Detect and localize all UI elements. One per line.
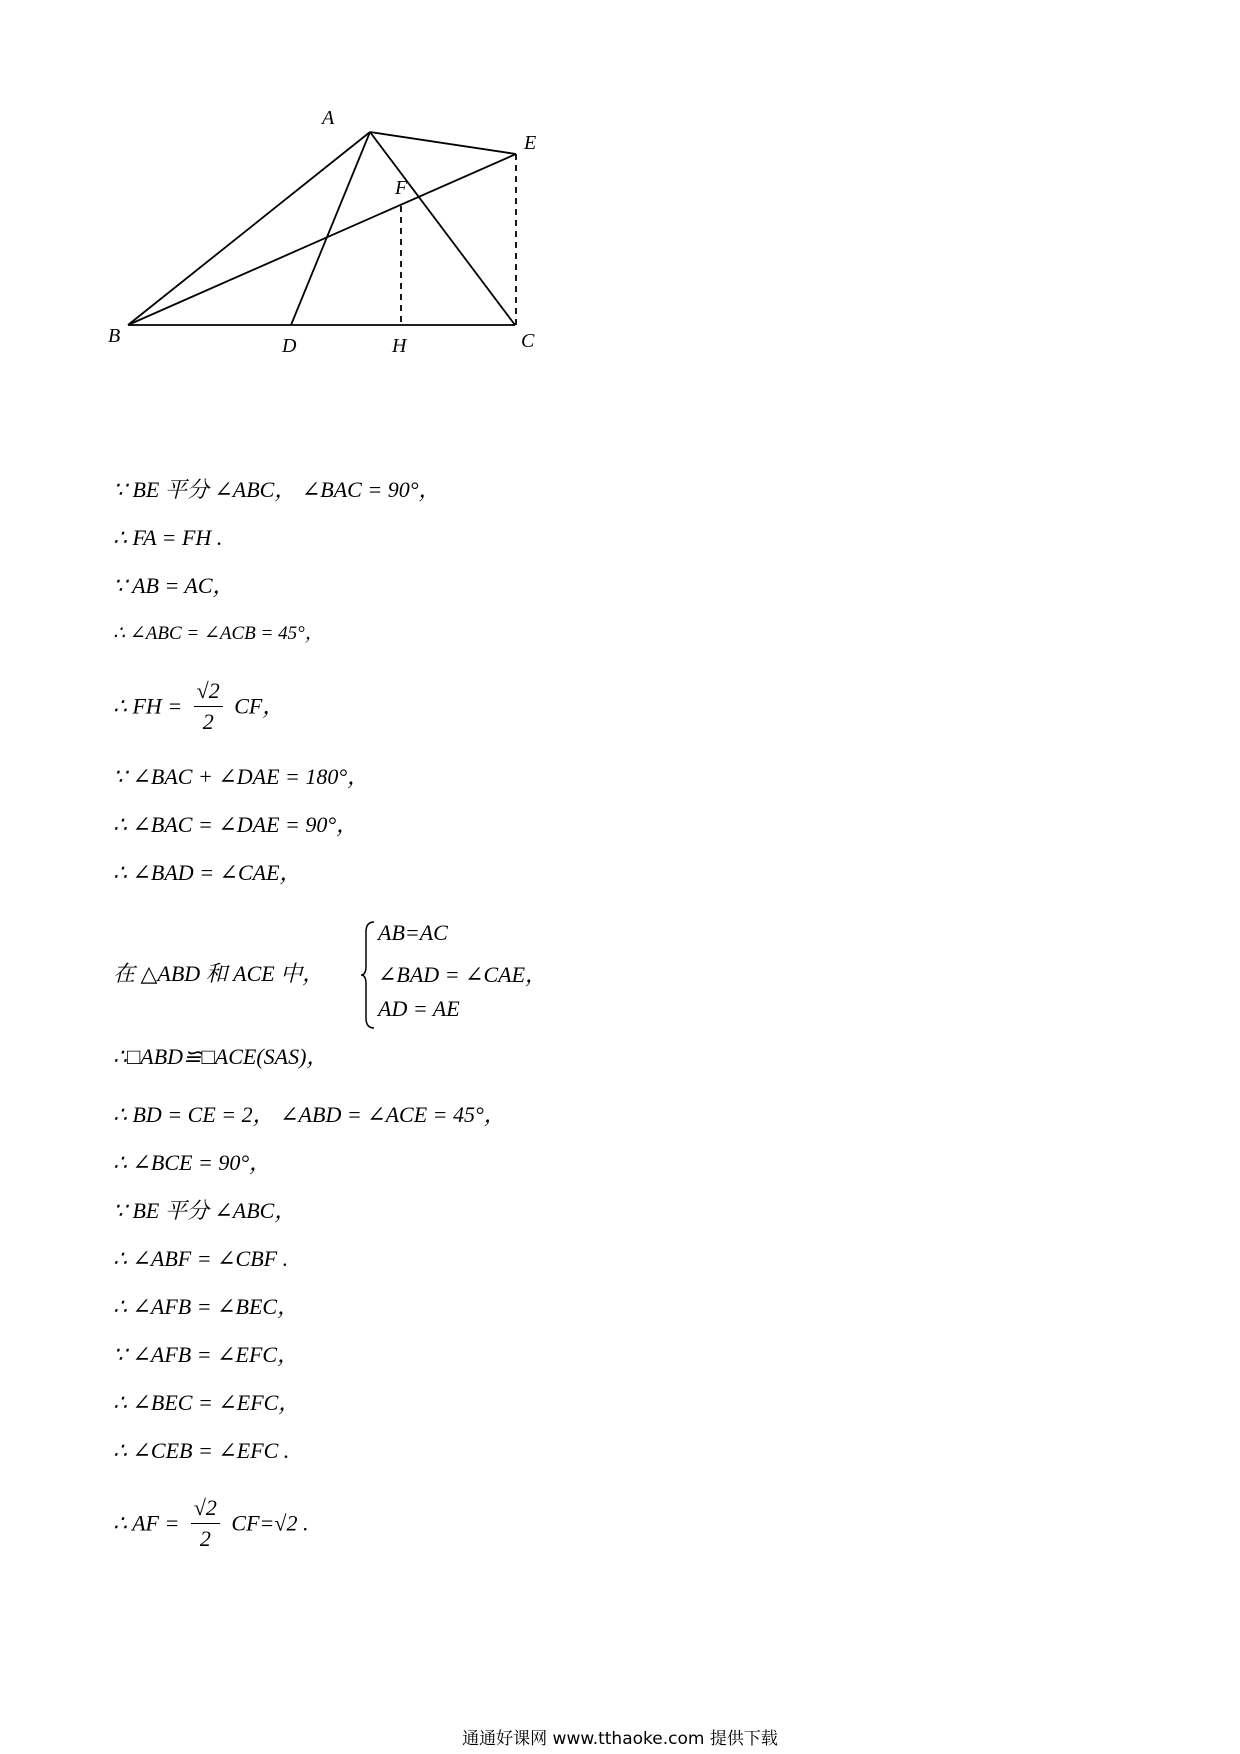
fraction-numerator: √2 <box>194 676 223 707</box>
proof-line-13: ∵ BE 平分 ∠ABC， <box>113 1198 297 1223</box>
fraction-sqrt2-over-2-b <box>191 1493 220 1554</box>
left-brace <box>360 920 376 1030</box>
proof-line-3: ∵ AB = AC， <box>113 573 235 598</box>
proof-line-11: ∴ BD = CE = 2， ∠ABD = ∠ACE = 45°， <box>113 1102 506 1127</box>
proof-line-18: ∴ ∠CEB = ∠EFC . <box>113 1438 290 1463</box>
af-lhs: ∴ AF = <box>113 1510 180 1536</box>
system-row-1: AB=AC <box>378 920 448 945</box>
label-f: F <box>395 177 408 199</box>
proof-line-19 <box>113 1493 308 1557</box>
proof-line-7: ∴ ∠BAC = ∠DAE = 90°， <box>113 812 359 837</box>
label-c: C <box>521 330 535 352</box>
label-b: B <box>108 325 121 347</box>
fraction-denominator-b: 2 <box>199 1526 211 1551</box>
proof-line-5 <box>113 676 284 740</box>
segment-ae <box>370 132 516 154</box>
page-footer: 通通好课网 www.tthaoke.com 提供下载 <box>462 1729 778 1749</box>
proof-line-17: ∴ ∠BEC = ∠EFC， <box>113 1390 301 1415</box>
system-row-3: AD = AE <box>378 996 460 1021</box>
proof-line-8: ∴ ∠BAD = ∠CAE， <box>113 860 302 885</box>
fraction-sqrt2-over-2 <box>194 676 223 737</box>
proof-line-14: ∴ ∠ABF = ∠CBF . <box>113 1246 289 1271</box>
fh-lhs: ∴ FH = <box>113 693 183 719</box>
system-row-2: ∠BAD = ∠CAE， <box>378 962 548 987</box>
fraction-denominator: 2 <box>202 709 214 734</box>
segment-ac <box>370 132 515 325</box>
label-d: D <box>282 335 297 357</box>
fraction-numerator-b: √2 <box>191 1493 220 1524</box>
proof-line-9: 在 △ABD 和 ACE 中， <box>113 961 325 986</box>
proof-line-4: ∴ ∠ABC = ∠ACB = 45°， <box>113 623 324 644</box>
proof-line-10: ∴□ABD≌□ACE(SAS)， <box>113 1044 329 1069</box>
segment-ab <box>128 132 370 325</box>
geometry-diagram <box>108 107 630 410</box>
proof-line-16: ∵ ∠AFB = ∠EFC， <box>113 1342 300 1367</box>
segment-ad <box>291 132 370 325</box>
proof-line-6: ∵ ∠BAC + ∠DAE = 180°， <box>113 764 370 789</box>
proof-line-15: ∴ ∠AFB = ∠BEC， <box>113 1294 300 1319</box>
label-h: H <box>392 335 407 357</box>
label-e: E <box>524 132 537 154</box>
proof-line-2: ∴ FA = FH . <box>113 525 223 550</box>
af-rhs: CF=√2 . <box>231 1510 309 1536</box>
label-a: A <box>322 107 335 129</box>
proof-line-1: ∵ BE 平分 ∠ABC， ∠BAC = 90°， <box>113 477 441 502</box>
fh-rhs: CF， <box>234 693 285 719</box>
proof-line-12: ∴ ∠BCE = 90°， <box>113 1150 272 1175</box>
segment-be <box>128 154 516 325</box>
